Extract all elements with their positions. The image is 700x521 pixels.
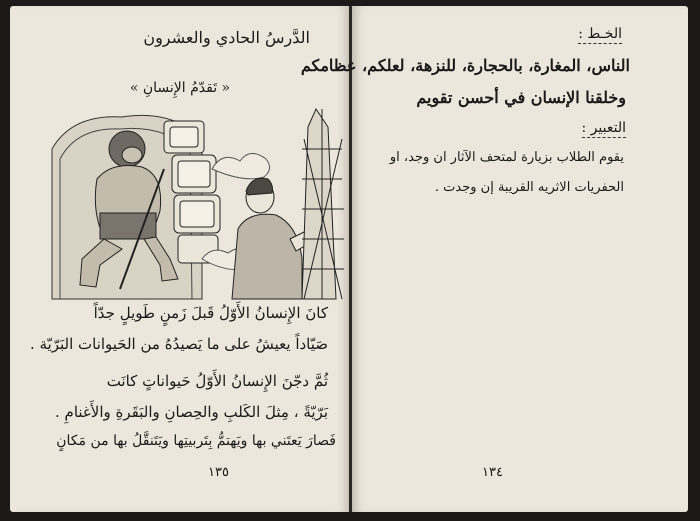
story-line: صَيّاداً يعيشُ على ما يَصيدُهُ من الحَيوانات البَرّيّة . — [29, 335, 328, 353]
story-line: فَصارَ يَعتَني بها ويَهتمُّ بِتَربيتِها ويَتَنقَّلُ بها من مَكانٍ — [56, 433, 336, 449]
expression-line: يقوم الطلاب بزيارة لمتحف الآثار ان وجد، او — [389, 150, 624, 165]
story-line: بَرّيّةً ، مِثلَ الكَلبِ والحِصانِ والبَقَرةِ والأَغنامِ . — [55, 403, 328, 421]
right-page — [300, 6, 688, 512]
page-number: ١٣٥ — [208, 465, 229, 480]
lesson-subtitle: « تَقدّمُ الإِنسانِ » — [129, 80, 231, 96]
expression-heading: التعبير : — [581, 120, 626, 136]
story-line: ثُمَّ دجّنَ الإِنسانُ الأَوّلُ حَيواناتٍ كانَت — [106, 372, 328, 390]
handwriting-line: الناس، المغارة، بالحجارة، للنزهة، لعلكم، عظامكم — [300, 56, 630, 75]
story-line: كانَ الإِنسانُ الأَوّلُ قَبلَ زَمنٍ طَويلٍ جدّاً — [93, 304, 328, 322]
page-number: ١٣٤ — [482, 465, 503, 480]
expression-line: الحفريات الاثريه القريبة إن وجدت . — [434, 180, 624, 195]
rocket-tower — [302, 109, 344, 299]
lesson-title: الدَّرسُ الحادي والعشرون — [143, 28, 310, 47]
left-page — [10, 6, 350, 512]
handwriting-line: وخلقنا الإنسان في أحسن تقويم — [416, 88, 626, 107]
caveman-and-scientist-illustration — [52, 109, 348, 299]
handwriting-heading: الخـط : — [578, 26, 622, 42]
